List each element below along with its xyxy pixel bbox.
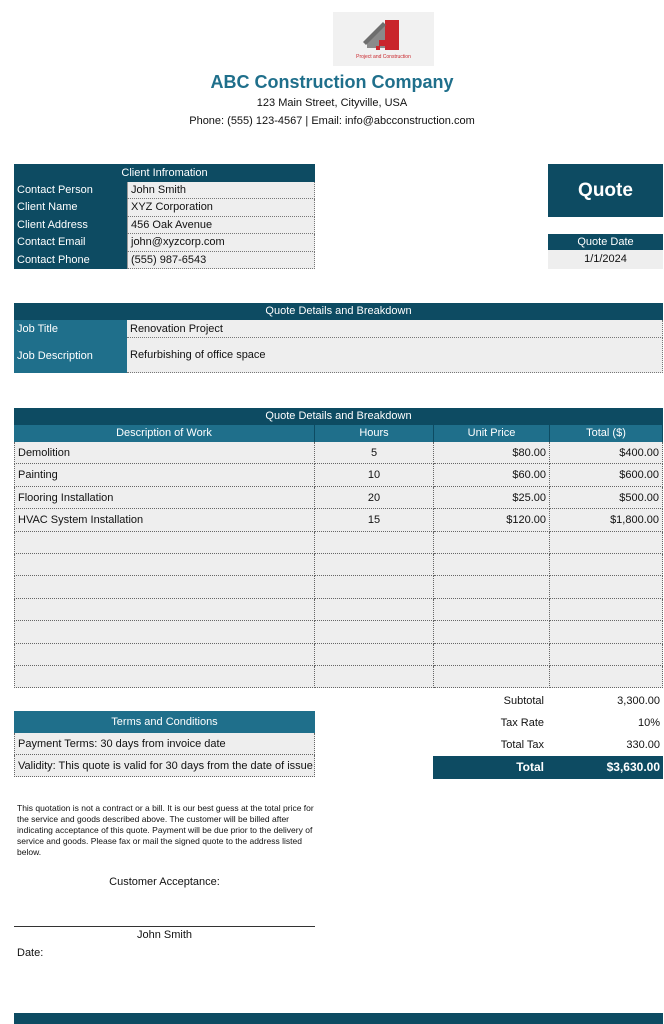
work-total-cell[interactable]: [550, 621, 663, 643]
work-total-cell[interactable]: $600.00: [550, 464, 663, 486]
client-label: Contact Email: [14, 234, 127, 251]
signature-line[interactable]: [14, 926, 315, 927]
work-description-cell[interactable]: [14, 532, 315, 554]
quote-title: Quote: [548, 164, 663, 217]
column-hours: Hours: [315, 425, 434, 442]
job-details-table: [14, 303, 663, 373]
work-hours-cell[interactable]: [315, 599, 434, 621]
work-unit-price-cell[interactable]: [434, 554, 550, 576]
client-row: [14, 217, 315, 234]
subtotal-value: 3,300.00: [617, 695, 660, 707]
client-value[interactable]: john@xyzcorp.com: [127, 234, 315, 251]
work-description-cell[interactable]: [14, 554, 315, 576]
work-hours-cell[interactable]: [315, 621, 434, 643]
company-name: ABC Construction Company: [210, 72, 454, 92]
work-table-columns: [14, 425, 663, 442]
work-hours-cell[interactable]: [315, 644, 434, 666]
date-label: Date:: [17, 947, 44, 959]
work-description-cell[interactable]: Flooring Installation: [14, 487, 315, 509]
client-row: [14, 234, 315, 251]
job-title-label: Job Title: [14, 320, 127, 338]
work-hours-cell[interactable]: [315, 532, 434, 554]
company-address: 123 Main Street, Cityville, USA: [256, 97, 408, 109]
disclaimer-text: This quotation is not a contract or a bill. It is our best guess at the total price for the service and goods described above. The customer will be billed after indicating acceptance of this quote. Payment will be due prior to the delivery of service and goods. Please fax or mail the signed quote to the address listed below.: [17, 803, 314, 857]
table-row: [14, 621, 663, 643]
payment-terms[interactable]: Payment Terms: 30 days from invoice date: [14, 733, 315, 755]
logo-text: Project and Construction: [356, 54, 411, 60]
client-row: [14, 199, 315, 216]
validity-terms[interactable]: Validity: This quote is valid for 30 days from the date of issue: [14, 755, 315, 777]
work-total-cell[interactable]: [550, 644, 663, 666]
terms-table: [14, 711, 315, 777]
table-row: [14, 666, 663, 688]
table-row: [14, 487, 663, 509]
tax-rate-value[interactable]: 10%: [637, 717, 660, 729]
work-description-cell[interactable]: [14, 666, 315, 688]
subtotal-label: Subtotal: [503, 695, 544, 707]
client-value[interactable]: John Smith: [127, 182, 315, 199]
table-row: [14, 576, 663, 598]
job-title-value[interactable]: Renovation Project: [127, 320, 663, 338]
client-value[interactable]: XYZ Corporation: [127, 199, 315, 216]
client-info-table: [14, 164, 315, 269]
work-total-cell[interactable]: $400.00: [550, 442, 663, 464]
table-row: [14, 554, 663, 576]
grand-total-label: Total: [516, 760, 544, 774]
client-row: [14, 252, 315, 269]
work-description-cell[interactable]: [14, 621, 315, 643]
client-value[interactable]: (555) 987-6543: [127, 252, 315, 269]
work-unit-price-cell[interactable]: [434, 576, 550, 598]
work-description-cell[interactable]: HVAC System Installation: [14, 509, 315, 531]
subtotal-row: [433, 690, 663, 712]
client-row: [14, 182, 315, 199]
total-tax-label: Total Tax: [500, 739, 544, 751]
work-unit-price-cell[interactable]: $120.00: [434, 509, 550, 531]
company-contact: Phone: (555) 123-4567 | Email: info@abcconstruction.com: [189, 115, 475, 127]
work-unit-price-cell[interactable]: $25.00: [434, 487, 550, 509]
column-unit-price: Unit Price: [434, 425, 550, 442]
work-total-cell[interactable]: [550, 576, 663, 598]
house-logo-icon: [333, 12, 434, 66]
client-label: Client Address: [14, 217, 127, 234]
table-row: [14, 599, 663, 621]
work-description-cell[interactable]: Painting: [14, 464, 315, 486]
job-title-row: [14, 320, 663, 338]
table-row: [14, 532, 663, 554]
total-tax-row: [433, 734, 663, 756]
work-total-cell[interactable]: [550, 532, 663, 554]
work-breakdown-table: [14, 408, 663, 688]
work-hours-cell[interactable]: [315, 554, 434, 576]
work-description-cell[interactable]: Demolition: [14, 442, 315, 464]
work-description-cell[interactable]: [14, 576, 315, 598]
totals-block: [433, 690, 663, 779]
quote-date-label: Quote Date: [548, 234, 663, 250]
company-logo: [333, 12, 434, 66]
table-row: [14, 442, 663, 464]
work-hours-cell[interactable]: [315, 576, 434, 598]
work-unit-price-cell[interactable]: [434, 532, 550, 554]
work-unit-price-cell[interactable]: [434, 644, 550, 666]
grand-total-row: [433, 756, 663, 779]
grand-total-value: $3,630.00: [606, 760, 660, 774]
job-description-row: [14, 338, 663, 373]
signer-name: John Smith: [136, 929, 193, 941]
column-total: Total ($): [550, 425, 663, 442]
work-unit-price-cell[interactable]: [434, 621, 550, 643]
work-table-header: Quote Details and Breakdown: [14, 408, 663, 425]
tax-rate-label: Tax Rate: [500, 717, 544, 729]
client-value[interactable]: 456 Oak Avenue: [127, 217, 315, 234]
work-description-cell[interactable]: [14, 599, 315, 621]
work-total-cell[interactable]: [550, 599, 663, 621]
client-info-header: Client Infromation: [14, 164, 315, 182]
footer-bar: [14, 1013, 663, 1024]
work-total-cell[interactable]: [550, 666, 663, 688]
column-description: Description of Work: [14, 425, 315, 442]
work-total-cell[interactable]: [550, 554, 663, 576]
table-row: [14, 644, 663, 666]
job-details-header: Quote Details and Breakdown: [14, 303, 663, 320]
job-description-value[interactable]: Refurbishing of office space: [127, 338, 663, 373]
work-total-cell[interactable]: $1,800.00: [550, 509, 663, 531]
client-label: Client Name: [14, 199, 127, 216]
work-unit-price-cell[interactable]: [434, 666, 550, 688]
work-unit-price-cell[interactable]: $80.00: [434, 442, 550, 464]
customer-acceptance-label: Customer Acceptance:: [109, 876, 220, 888]
work-total-cell[interactable]: $500.00: [550, 487, 663, 509]
table-row: [14, 509, 663, 531]
client-label: Contact Phone: [14, 252, 127, 269]
work-unit-price-cell[interactable]: $60.00: [434, 464, 550, 486]
work-hours-cell[interactable]: 5: [315, 442, 434, 464]
work-hours-cell[interactable]: 20: [315, 487, 434, 509]
client-label: Contact Person: [14, 182, 127, 199]
total-tax-value: 330.00: [626, 739, 660, 751]
work-description-cell[interactable]: [14, 644, 315, 666]
work-hours-cell[interactable]: 10: [315, 464, 434, 486]
work-hours-cell[interactable]: 15: [315, 509, 434, 531]
tax-rate-row: [433, 712, 663, 734]
work-hours-cell[interactable]: [315, 666, 434, 688]
work-unit-price-cell[interactable]: [434, 599, 550, 621]
terms-header: Terms and Conditions: [14, 711, 315, 733]
job-description-label: Job Description: [14, 338, 127, 373]
table-row: [14, 464, 663, 486]
quote-date-value[interactable]: 1/1/2024: [548, 250, 663, 269]
